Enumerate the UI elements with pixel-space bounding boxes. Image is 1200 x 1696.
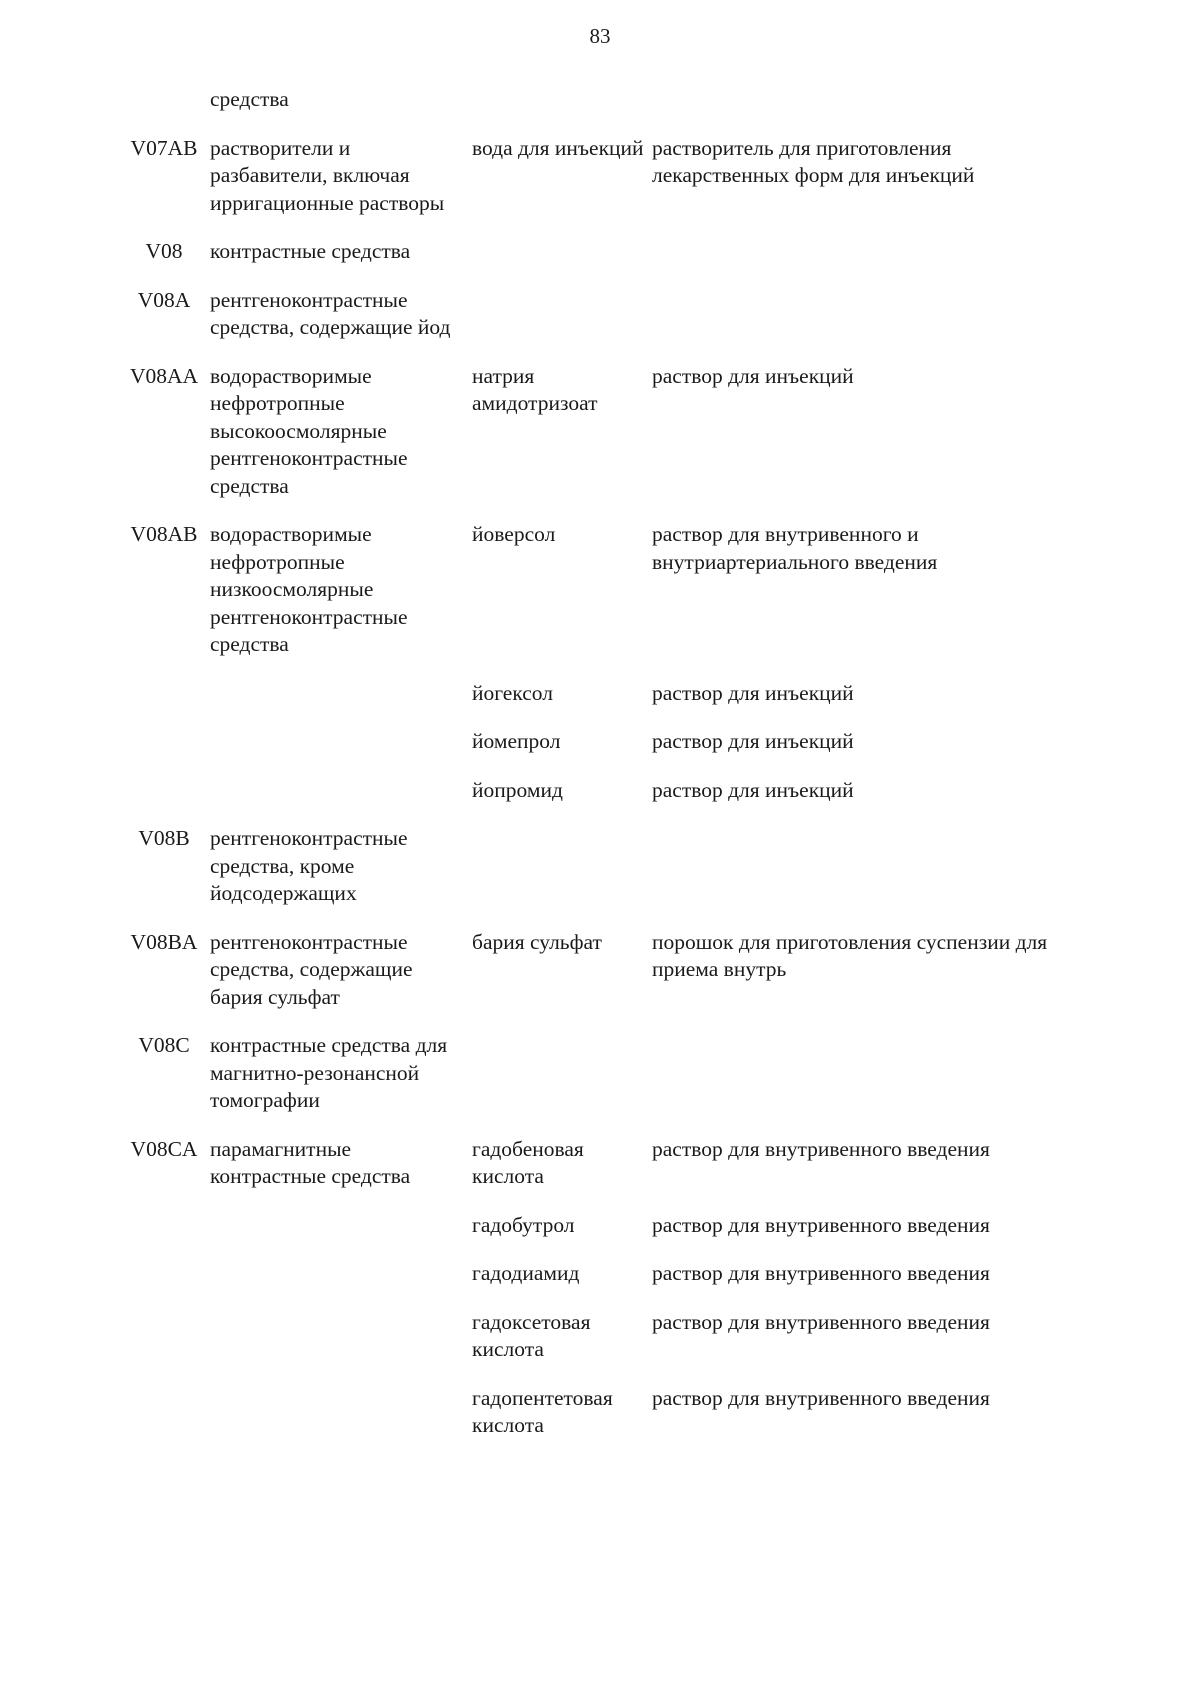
dosage-form: порошок для приготовления суспензии для приема внутрь xyxy=(652,929,1048,981)
drug-name: йопромид xyxy=(472,777,563,802)
table-row xyxy=(118,287,1078,363)
table-row xyxy=(118,1309,1078,1385)
anatomical-group xyxy=(210,1309,472,1385)
dosage-form: растворитель для приготовления лекарственных форм для инъекций xyxy=(652,135,975,187)
anatomical-group xyxy=(210,1260,472,1309)
table-row xyxy=(118,728,1078,777)
table-row xyxy=(118,1385,1078,1461)
table-row xyxy=(118,1136,1078,1212)
table-row xyxy=(118,238,1078,287)
anatomical-group: водорастворимые нефротропные высокоосмолярные рентгеноконтрастные средства xyxy=(210,363,408,498)
drug-name: гадобеновая кислота xyxy=(472,1136,584,1188)
atc-code xyxy=(118,680,210,729)
atc-code: V08 xyxy=(145,239,183,263)
anatomical-group xyxy=(210,1212,472,1261)
drug-name xyxy=(472,287,652,363)
table-row xyxy=(118,521,1078,680)
anatomical-group xyxy=(210,777,472,826)
dosage-form xyxy=(652,86,1078,135)
anatomical-group: рентгеноконтрастные средства, содержащие бария сульфат xyxy=(210,929,413,1009)
anatomical-group: рентгеноконтрастные средства, кроме йодсодержащих xyxy=(210,826,408,905)
atc-code: V08A xyxy=(137,287,191,312)
drug-name: вода для инъекций xyxy=(472,135,644,160)
drug-table-body xyxy=(118,86,1078,1461)
drug-name: гадоксетовая кислота xyxy=(472,1309,591,1361)
atc-code xyxy=(118,777,210,826)
page-number: 83 xyxy=(589,24,611,48)
anatomical-group: контрастные средства xyxy=(210,239,411,263)
anatomical-group xyxy=(210,728,472,777)
table-row xyxy=(118,363,1078,522)
table-row xyxy=(118,825,1078,929)
anatomical-group xyxy=(210,680,472,729)
atc-code: V08B xyxy=(138,826,190,850)
table-row xyxy=(118,1212,1078,1261)
dosage-form: раствор для инъекций xyxy=(652,729,854,753)
atc-code xyxy=(118,1260,210,1309)
anatomical-group xyxy=(210,1385,472,1461)
dosage-form: раствор для внутривенного введения xyxy=(652,1309,990,1334)
atc-code xyxy=(118,1385,210,1461)
atc-code: V08AA xyxy=(129,363,199,388)
anatomical-group: средства xyxy=(210,87,289,111)
atc-code: V07AB xyxy=(130,135,198,160)
table-row xyxy=(118,929,1078,1033)
atc-code: V08C xyxy=(138,1033,190,1057)
anatomical-group: контрастные средства для магнитно-резонансной томографии xyxy=(210,1033,448,1112)
drug-name: бария сульфат xyxy=(472,929,602,954)
drug-name: йоверсол xyxy=(472,522,556,546)
dosage-form: раствор для внутривенного введения xyxy=(652,1136,990,1161)
anatomical-group: рентгеноконтрастные средства, содержащие йод xyxy=(210,287,451,339)
drug-name: гадобутрол xyxy=(472,1212,575,1237)
drug-table xyxy=(118,86,1078,1461)
table-row xyxy=(118,1032,1078,1136)
atc-code xyxy=(118,86,210,135)
atc-code xyxy=(118,1309,210,1385)
table-row xyxy=(118,86,1078,135)
atc-code: V08CA xyxy=(130,1136,198,1161)
atc-code: V08BA xyxy=(130,929,198,954)
drug-name xyxy=(472,86,652,135)
dosage-form: раствор для внутривенного введения xyxy=(652,1385,990,1410)
drug-name: йомепрол xyxy=(472,729,561,753)
drug-name: натрия амидотризоат xyxy=(472,363,598,415)
dosage-form: раствор для инъекций xyxy=(652,680,854,705)
dosage-form xyxy=(652,238,1078,287)
dosage-form: раствор для внутривенного введения xyxy=(652,1212,990,1237)
drug-name: йогексол xyxy=(472,680,553,705)
anatomical-group: парамагнитные контрастные средства xyxy=(210,1136,411,1188)
drug-name xyxy=(472,1032,652,1136)
dosage-form xyxy=(652,287,1078,363)
table-row xyxy=(118,680,1078,729)
dosage-form: раствор для внутривенного и внутриартериального введения xyxy=(652,522,938,574)
anatomical-group: растворители и разбавители, включая ирригационные растворы xyxy=(210,135,445,215)
atc-code: V08AB xyxy=(130,522,198,546)
drug-name xyxy=(472,238,652,287)
dosage-form xyxy=(652,1032,1078,1136)
atc-code xyxy=(118,728,210,777)
dosage-form: раствор для инъекций xyxy=(652,363,854,388)
drug-name: гадопентетовая кислота xyxy=(472,1385,613,1437)
table-row xyxy=(118,135,1078,239)
anatomical-group: водорастворимые нефротропные низкоосмолярные рентгеноконтрастные средства xyxy=(210,522,408,656)
drug-name xyxy=(472,825,652,929)
dosage-form xyxy=(652,825,1078,929)
dosage-form: раствор для инъекций xyxy=(652,777,854,802)
atc-code xyxy=(118,1212,210,1261)
table-row xyxy=(118,1260,1078,1309)
table-row xyxy=(118,777,1078,826)
dosage-form: раствор для внутривенного введения xyxy=(652,1261,990,1285)
drug-name: гадодиамид xyxy=(472,1261,580,1285)
